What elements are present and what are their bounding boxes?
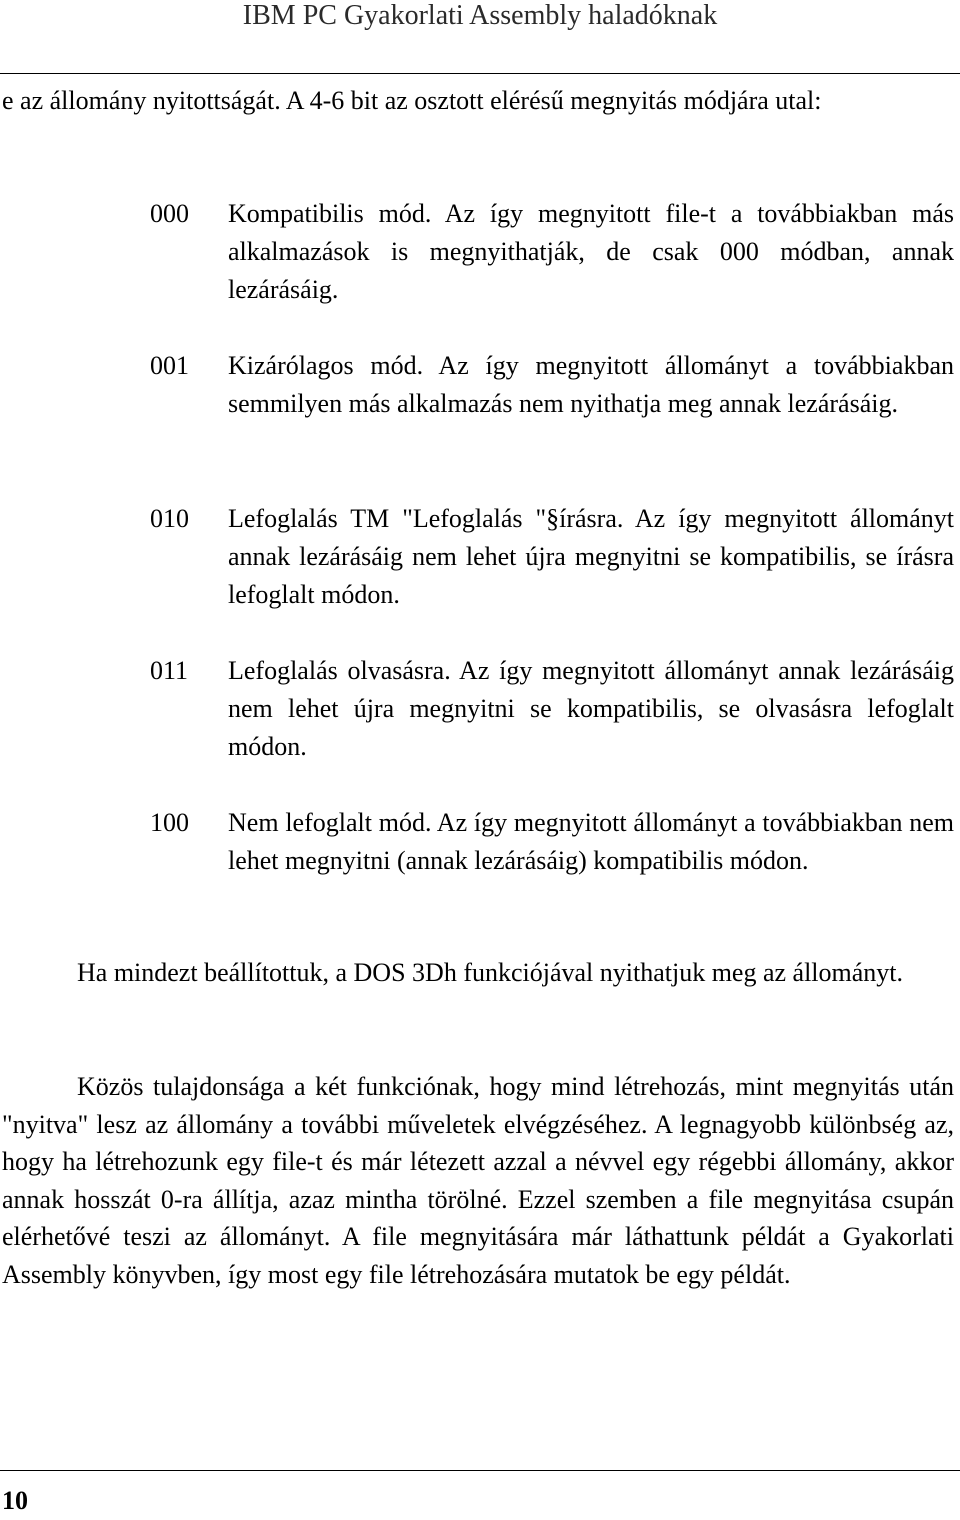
mode-code: 100	[150, 808, 189, 837]
mode-code: 011	[150, 656, 189, 685]
mode-description: Kompatibilis mód. Az így megnyitott file-t a továbbiakban más alkalmazások is megnyithatják, de csak 000 módban, annak lezárásáig.	[228, 199, 954, 304]
mode-code: 000	[150, 199, 189, 228]
body-paragraph: Ha mindezt beállítottuk, a DOS 3Dh funkciójával nyithatjuk meg az állományt.	[77, 958, 904, 987]
mode-description: Nem lefoglalt mód. Az így megnyitott állományt a továbbiakban nem lehet megnyitni (annak lezárásáig) kompatibilis módon.	[228, 808, 954, 875]
header-divider	[0, 73, 960, 74]
mode-code: 010	[150, 504, 189, 533]
mode-description: Kizárólagos mód. Az így megnyitott állományt a továbbiakban semmilyen más alkalmazás nem nyithatja meg annak lezárásáig.	[228, 351, 954, 418]
page-number: 10	[2, 1486, 28, 1515]
body-paragraph: Közös tulajdonsága a két funkciónak, hogy mind létrehozás, mint megnyitás után "nyitva" lesz az állomány a további műveletek elvégzéséhez. A legnagyobb különbség az, hogy ha létrehozunk egy file-t és már létezett azzal a névvel egy régebbi állomány, akkor annak hosszát 0-ra állítja, azaz mintha törölné. Ezzel szemben a file megnyitása csupán elérhetővé teszi az állományt. A file megnyitására már láthattunk példát a Gyakorlati Assembly könyvben, így most egy file létrehozására mutatok be egy példát.	[2, 1072, 954, 1289]
mode-description: Lefoglalás TM "Lefoglalás "§írásra. Az így megnyitott állományt annak lezárásáig nem lehet újra megnyitni se kompatibilis, se írásra lefoglalt módon.	[228, 504, 954, 609]
page-header-title: IBM PC Gyakorlati Assembly haladóknak	[242, 0, 718, 31]
intro-paragraph: e az állomány nyitottságát. A 4-6 bit az osztott elérésű megnyitás módjára utal:	[2, 86, 822, 115]
mode-description: Lefoglalás olvasásra. Az így megnyitott állományt annak lezárásáig nem lehet újra megnyitni se kompatibilis, se olvasásra lefoglalt módon.	[228, 656, 954, 761]
footer-divider	[0, 1470, 960, 1471]
mode-code: 001	[150, 351, 189, 380]
